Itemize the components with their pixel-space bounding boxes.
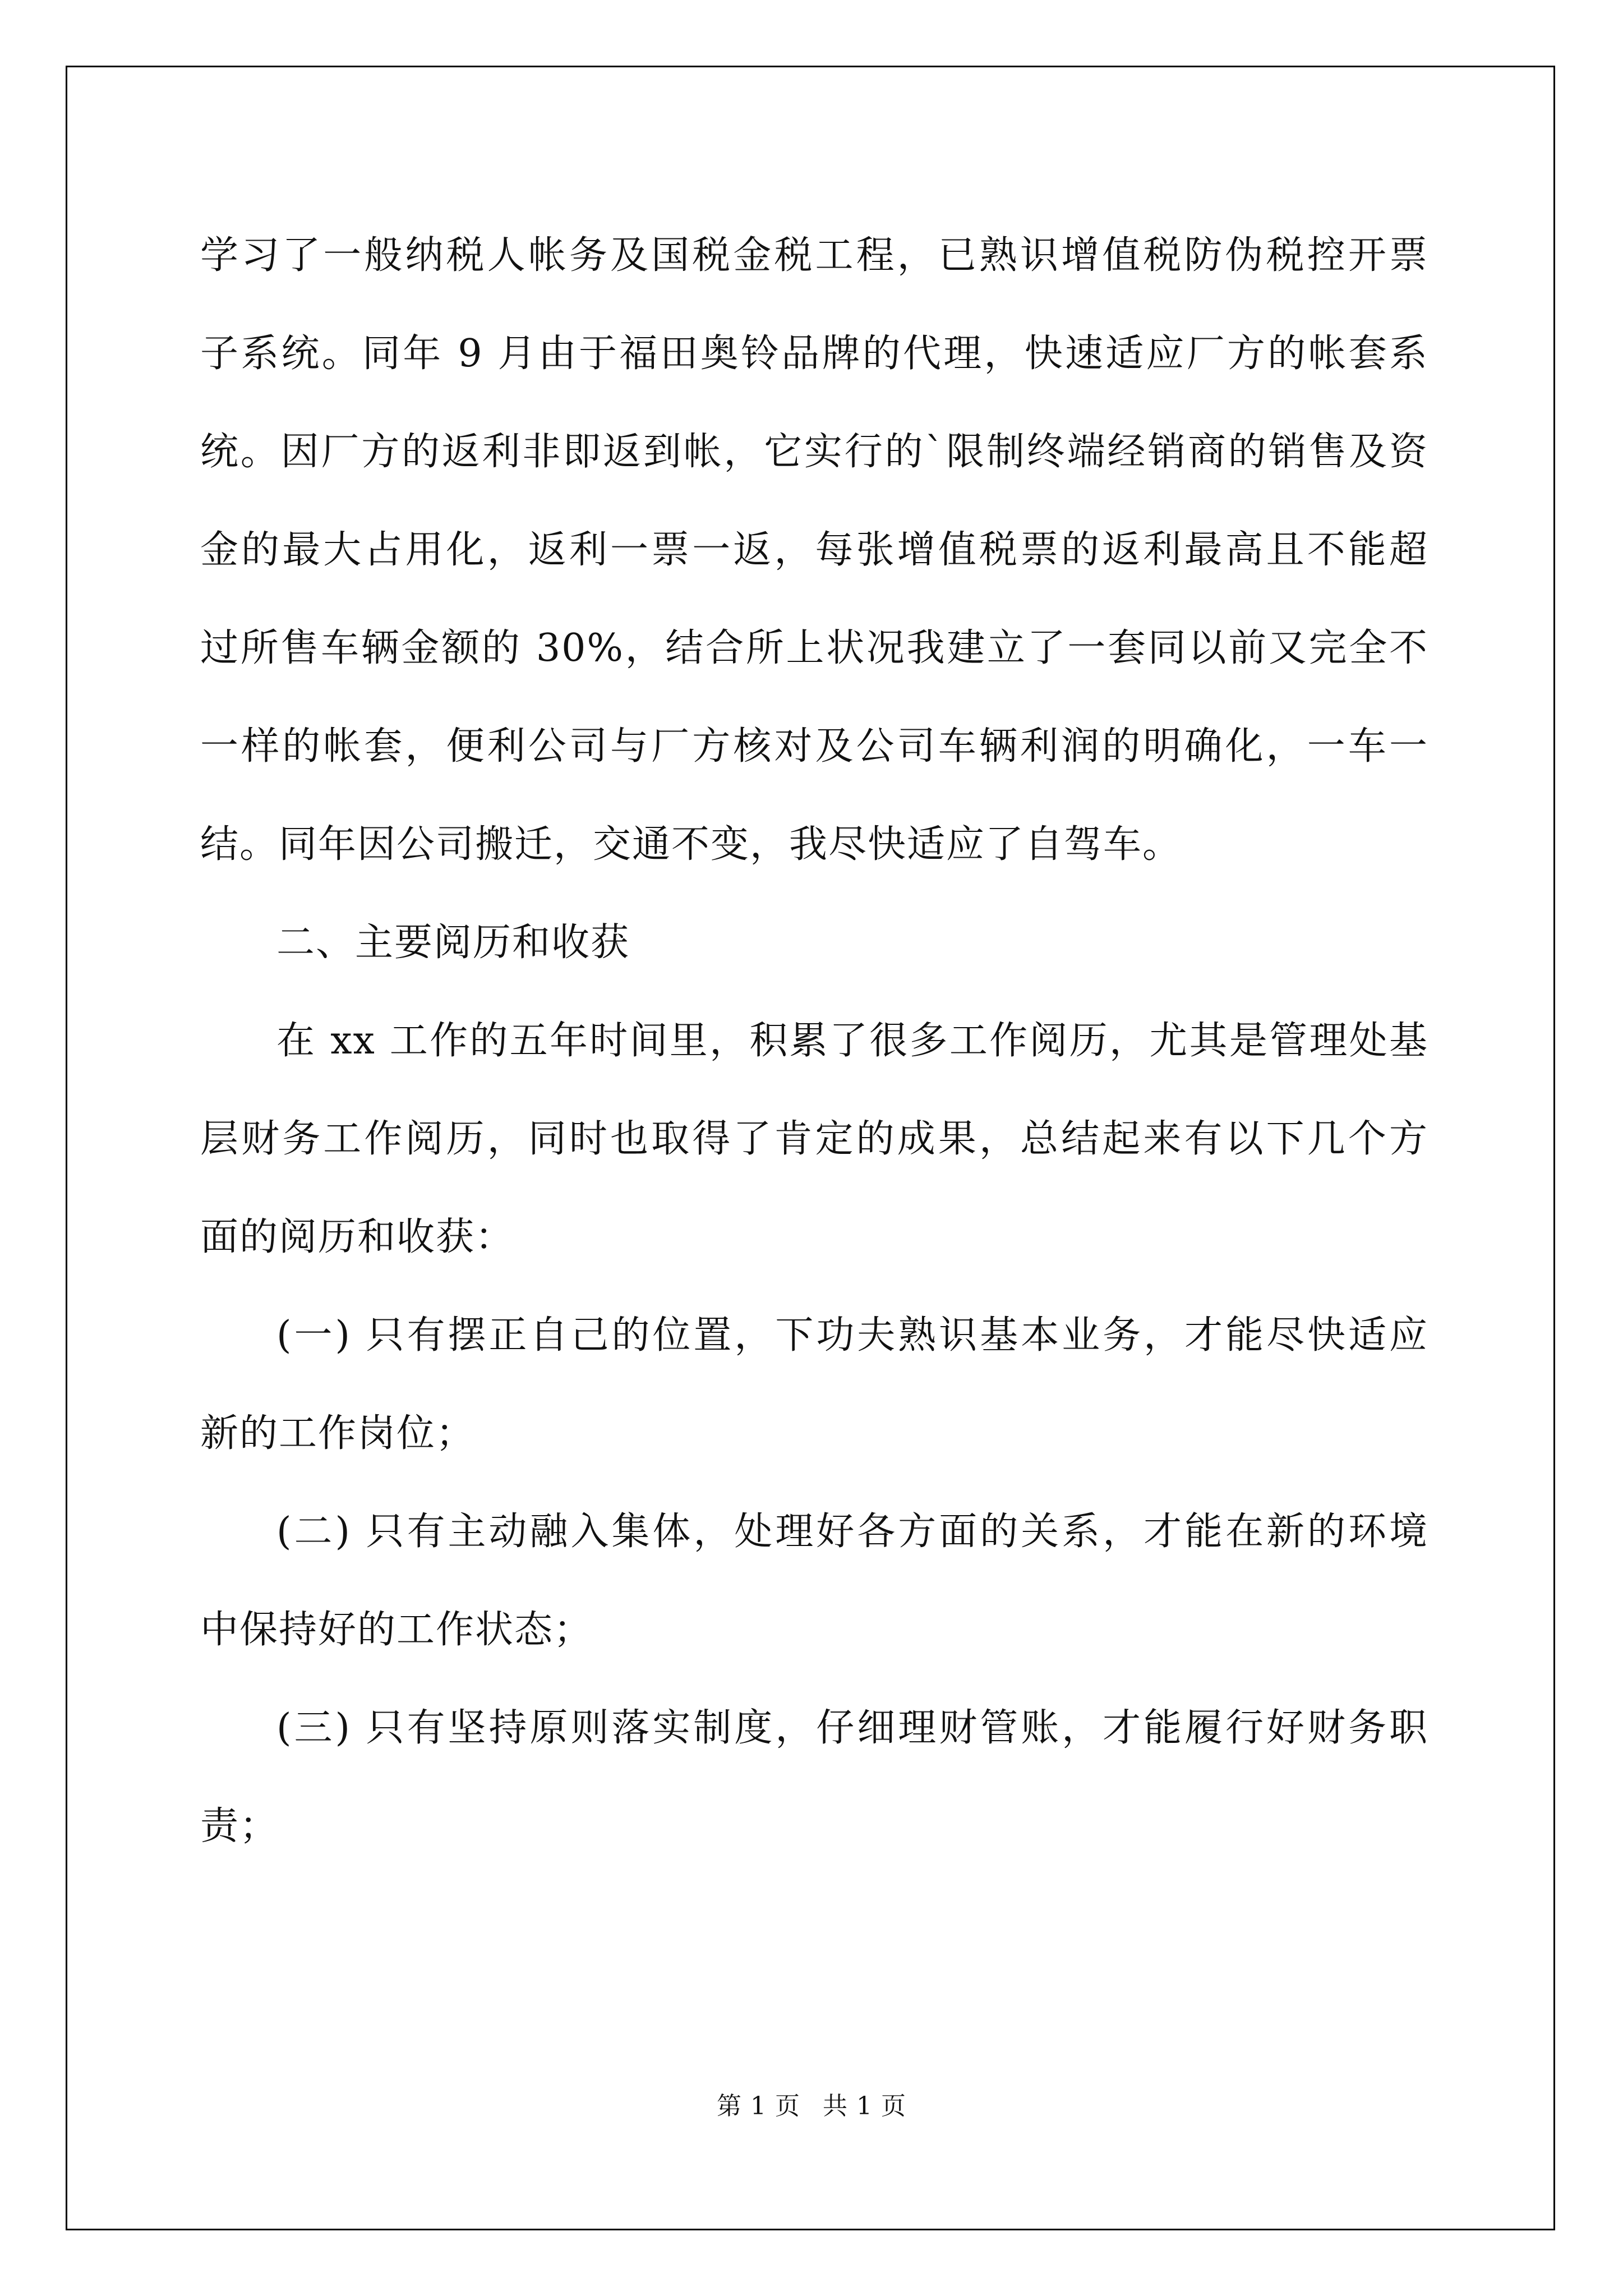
text-line: 子系统。同年 9 月由于福田奥铃品牌的代理，快速适应厂方的帐套系 <box>200 332 1428 376</box>
list-item-line: (三) 只有坚持原则落实制度，仔细理财管账，才能履行好财务职 <box>276 1706 1428 1750</box>
document-body <box>200 206 1428 1875</box>
text-line: 结。同年因公司搬迁，交通不变，我尽快适应了自驾车。 <box>200 822 1182 867</box>
text-line: 面的阅历和收获： <box>200 1215 515 1259</box>
page-footer <box>0 2090 1623 2123</box>
text-line: 过所售车辆金额的 30%，结合所上状况我建立了一套同以前又完全不 <box>200 626 1428 670</box>
page-number: 第 1 页 <box>717 2092 800 2120</box>
page-total: 共 1 页 <box>823 2092 906 2120</box>
list-item-line: 中保持好的工作状态； <box>200 1608 593 1652</box>
list-item-line: 新的工作岗位； <box>200 1411 476 1456</box>
text-line: 一样的帐套，便利公司与厂方核对及公司车辆利润的明确化，一车一 <box>200 724 1428 769</box>
list-item-line: (二) 只有主动融入集体，处理好各方面的关系，才能在新的环境 <box>276 1510 1428 1554</box>
list-item-line: 责； <box>200 1804 279 1848</box>
section-heading: 二、主要阅历和收获 <box>276 921 630 965</box>
list-item-line: (一) 只有摆正自己的位置，下功夫熟识基本业务，才能尽快适应 <box>276 1313 1428 1358</box>
text-line: 层财务工作阅历，同时也取得了肯定的成果，总结起来有以下几个方 <box>200 1117 1428 1161</box>
text-line: 统。因厂方的返利非即返到帐，它实行的`限制终端经销商的销售及资 <box>200 430 1428 474</box>
text-line: 金的最大占用化，返利一票一返，每张增值税票的返利最高且不能超 <box>200 528 1428 572</box>
text-line: 学习了一般纳税人帐务及国税金税工程，已熟识增值税防伪税控开票 <box>200 233 1428 278</box>
text-line: 在 xx 工作的五年时间里，积累了很多工作阅历，尤其是管理处基 <box>276 1019 1428 1063</box>
